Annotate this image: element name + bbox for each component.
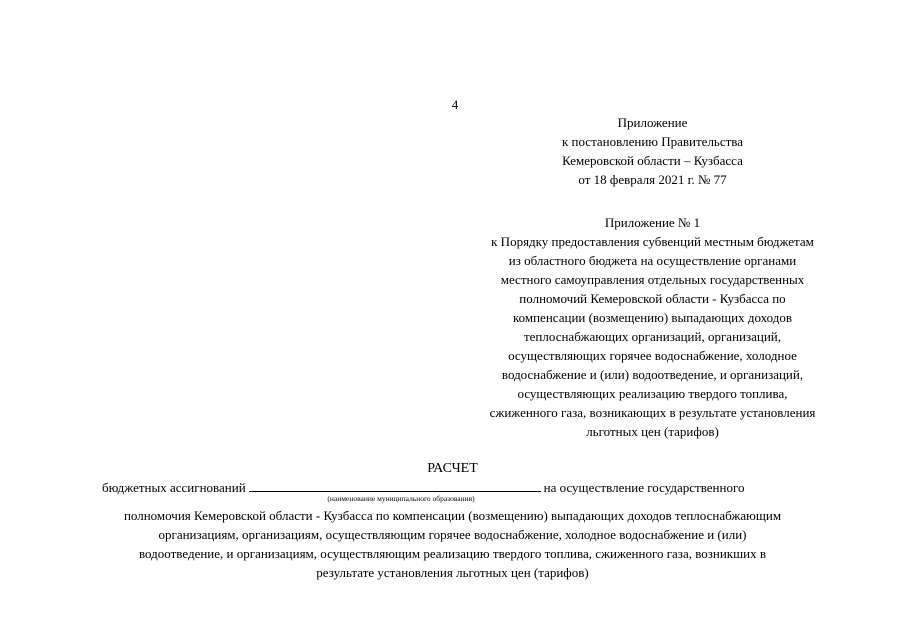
calculation-body <box>0 506 905 582</box>
blank-field-caption: (наименование муниципального образования) <box>327 494 475 503</box>
appendix-line: Кемеровской области – Кузбасса <box>562 153 743 168</box>
appendix1-line: к Порядку предоставления субвенций местным бюджетам <box>491 234 814 249</box>
appendix1-line: водоснабжение и (или) водоотведение, и организаций, <box>501 367 804 382</box>
calculation-line-prefix: бюджетных ассигнований <box>102 480 246 495</box>
appendix-line: от 18 февраля 2021 г. № 77 <box>578 172 727 187</box>
page-number: 4 <box>451 97 459 112</box>
appendix1-header <box>440 213 865 441</box>
appendix1-line: теплоснабжающих организаций, организаций, <box>523 329 782 344</box>
calculation-body-line: полномочия Кемеровской области - Кузбасса по компенсации (возмещению) выпадающих доходов теплоснабжающим <box>123 508 782 523</box>
municipality-blank-field <box>249 478 541 492</box>
appendix1-line: льготных цен (тарифов) <box>586 424 719 439</box>
calculation-title: РАСЧЕТ <box>427 461 478 476</box>
appendix1-line: полномочий Кемеровской области - Кузбасса по <box>519 291 786 306</box>
appendix1-line: осуществляющих реализацию твердого топлива, <box>517 386 788 401</box>
appendix-header <box>440 113 865 189</box>
appendix1-line: осуществляющих горячее водоснабжение, холодное <box>508 348 797 363</box>
appendix1-line: сжиженного газа, возникающих в результате установления <box>489 405 816 420</box>
appendix-line: Приложение <box>617 115 688 130</box>
appendix1-line: местного самоуправления отдельных государственных <box>500 272 805 287</box>
appendix-line: к постановлению Правительства <box>561 134 744 149</box>
appendix1-line: из областного бюджета на осуществление органами <box>508 253 797 268</box>
calculation-body-line: организациям, организациям, осуществляющим горячее водоснабжение, холодное водоснабжение и (или) <box>158 527 747 542</box>
appendix1-line: компенсации (возмещению) выпадающих доходов <box>512 310 793 325</box>
calculation-body-line: водоотведение, и организациям, осуществляющим реализацию твердого топлива, сжиженного газа, возникших в <box>139 546 766 561</box>
calculation-body-line: результате установления льготных цен (тарифов) <box>316 565 589 580</box>
calculation-line-suffix: на осуществление государственного <box>543 480 745 495</box>
appendix1-line: Приложение № 1 <box>604 215 701 230</box>
